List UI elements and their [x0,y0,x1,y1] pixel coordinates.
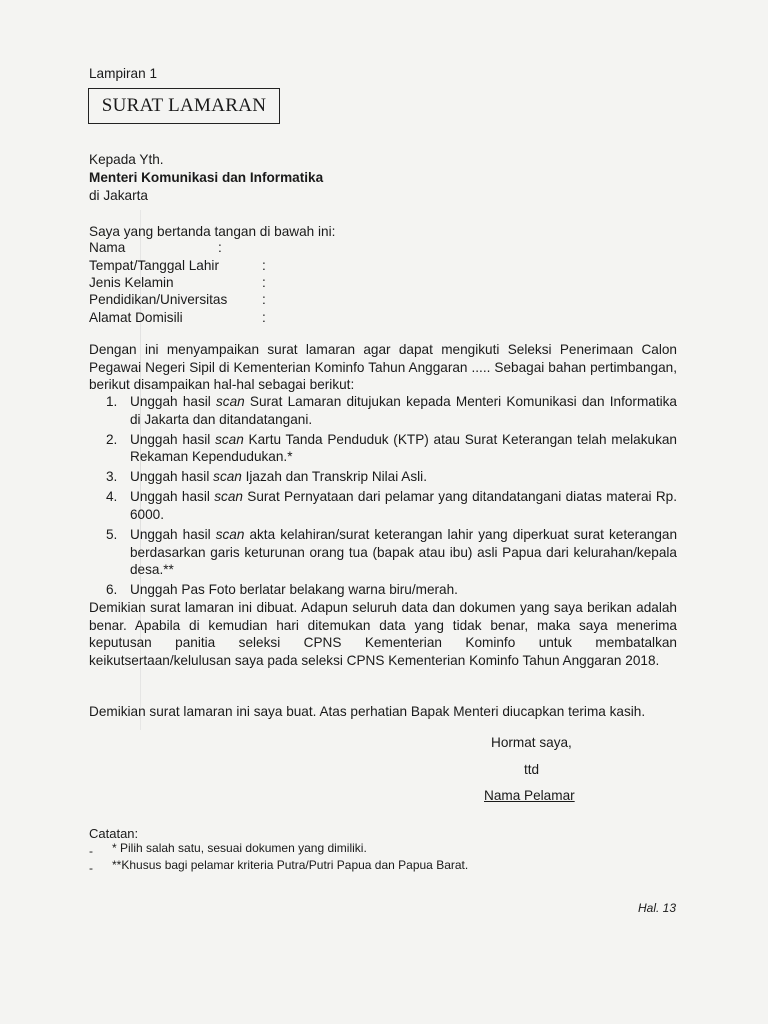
list-number: 3. [106,469,118,485]
page-number: Hal. 13 [638,901,677,915]
field-label-nama: Nama [89,240,126,255]
field-label-birth: Tempat/Tanggal Lahir [89,258,219,273]
signature-ttd: ttd [524,762,540,777]
field-colon-nama: : [218,240,222,255]
note-text: **Khusus bagi pelamar kriteria Putra/Putri Papua dan Papua Barat. [112,858,469,872]
field-colon-birth: : [262,258,266,273]
item-text: Unggah Pas Foto berlatar belakang warna biru/merah. [130,582,458,598]
note-dash: - [89,861,93,875]
field-colon-education: : [262,292,266,307]
list-item [89,581,677,599]
item-text: Kartu Tanda Penduduk (KTP) atau Surat Keterangan telah melakukan Rekaman Kependudukan.* [130,431,677,465]
note-text: * Pilih salah satu, sesuai dokumen yang dimiliki. [112,841,367,855]
attachment-label: Lampiran 1 [89,66,158,81]
field-colon-gender: : [262,275,266,290]
title-box [88,88,280,124]
item-text: Unggah hasil [130,489,215,505]
field-colon-address: : [262,310,266,325]
list-number: 1. [106,394,118,409]
item-emphasis: scan [214,489,243,505]
field-label-address: Alamat Domisili [89,310,183,325]
item-text: Unggah hasil [130,394,216,409]
list-number: 6. [106,582,118,598]
paragraph-intro: Dengan ini menyampaikan surat lamaran agar dapat mengikuti Seleksi Penerimaan Calon Pegawai Negeri Sipil di Kementerian Kominfo Tahun Anggaran ..... Sebagai bahan pertimbangan, berikut disampaikan hal-hal sebagai berikut: [89,342,677,393]
field-label-gender: Jenis Kelamin [89,275,174,290]
note-dash: - [89,844,93,858]
item-emphasis: scan [215,431,244,447]
list-number: 2. [106,431,118,447]
requirements-list [89,393,677,602]
item-emphasis: scan [213,469,242,485]
list-item [89,468,677,486]
item-text: Unggah hasil [130,527,216,543]
list-item [89,431,677,466]
item-text: Surat Pernyataan dari pelamar yang ditandatangani diatas materai Rp. 6000. [130,489,678,523]
list-item [89,488,677,523]
signature-name: Nama Pelamar [484,788,575,803]
item-text: akta kelahiran/surat keterangan lahir yang diperkuat surat keterangan berdasarkan garis keturunan orang tua (bapak atau ibu) asli Papua dari kelurahan/kepala desa.** [130,527,678,578]
list-item [89,393,677,428]
intro-text: Saya yang bertanda tangan di bawah ini: [89,224,336,239]
paragraph-declaration: Demikian surat lamaran ini dibuat. Adapun seluruh data dan dokumen yang saya berikan adalah benar. Apabila di kemudian hari ditemukan data yang tidak benar, maka saya menerima keputusan panitia seleksi CPNS Kementerian Kominfo untuk membatalkan keikutsertaan/kelulusan saya pada seleksi CPNS Kementerian Kominfo Tahun Anggaran 2018. [89,600,677,668]
list-number: 5. [106,527,118,543]
signature-closing: Hormat saya, [491,735,572,750]
list-number: 4. [106,489,118,505]
item-emphasis: scan [215,527,245,543]
item-text: Ijazah dan Transkrip Nilai Asli. [241,469,427,485]
address-recipient: Menteri Komunikasi dan Informatika [89,170,324,185]
notes-heading: Catatan: [89,826,139,841]
address-location: di Jakarta [89,188,148,203]
address-salutation: Kepada Yth. [89,152,164,167]
paragraph-closing: Demikian surat lamaran ini saya buat. Atas perhatian Bapak Menteri diucapkan terima kasih. [89,704,646,719]
list-item [89,526,677,579]
item-text: Surat Lamaran ditujukan kepada Menteri Komunikasi dan Informatika di Jakarta dan ditandatangani. [130,394,677,427]
field-label-education: Pendidikan/Universitas [89,292,228,307]
document-title: SURAT LAMARAN [101,95,267,116]
item-text: Unggah hasil [130,431,216,447]
item-emphasis: scan [215,394,245,409]
item-text: Unggah hasil [130,469,214,485]
